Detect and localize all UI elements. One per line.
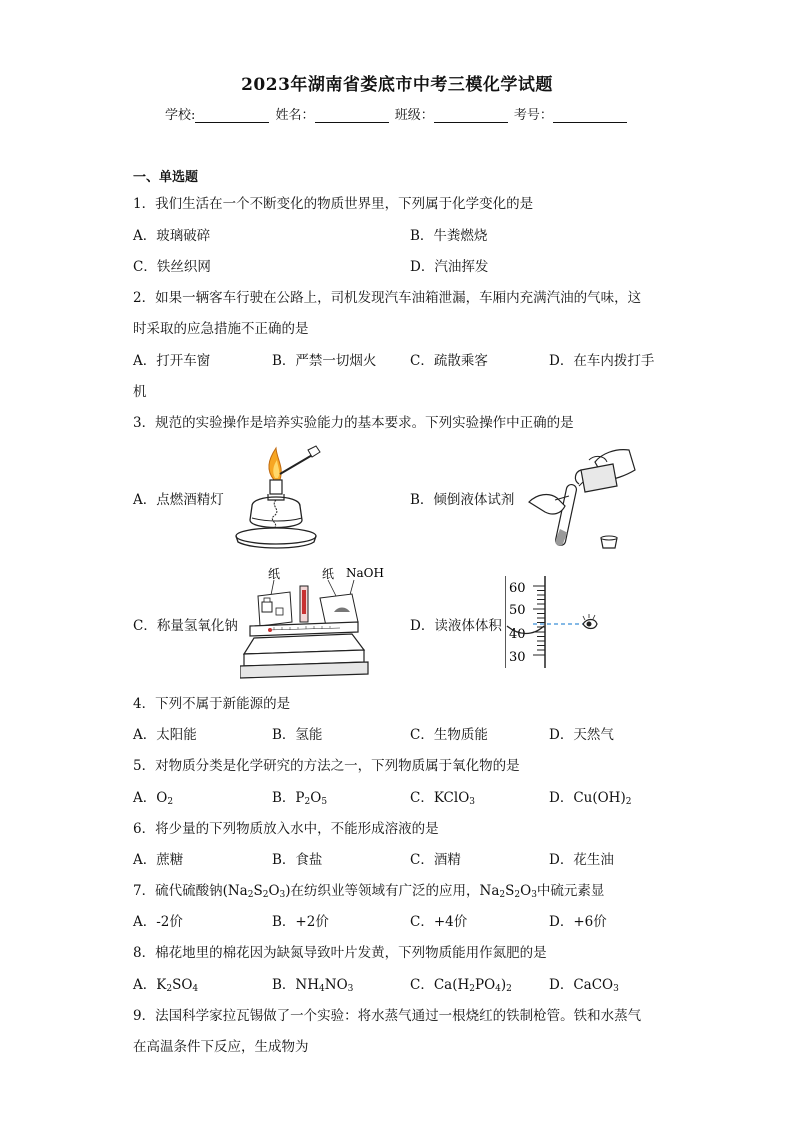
q3-option-b: B．倾倒液体试剂 [410,492,515,508]
q2-option-c: C．疏散乘客 [410,353,488,369]
cylinder-mark-50: 50 [509,603,526,618]
student-info-line [165,104,629,123]
q6-option-d: D．花生油 [549,852,614,868]
number-blank [553,109,627,123]
question-2-stem-line2: 时采取的应急措施不正确的是 [133,321,309,337]
q2-option-d: D．在车内拨打手 [549,353,655,369]
alcohol-lamp-figure [222,440,332,550]
question-9-stem-line1: 9．法国科学家拉瓦锡做了一个实验：将水蒸气通过一根烧红的铁制枪管。铁和水蒸气 [133,1008,642,1024]
class-label: 班级： [394,108,434,123]
class-blank [434,109,508,123]
cylinder-mark-30: 30 [509,650,526,665]
balance-paper-left-label: 纸 [268,567,281,581]
cylinder-mark-60: 60 [509,581,526,596]
q7-option-a: A．-2价 [133,914,183,930]
q4-option-d: D．天然气 [549,727,614,743]
q8-option-b: B．$NH_4NO_3$ [272,977,354,994]
school-label: 学校: [165,108,196,123]
question-5-stem: 5．对物质分类是化学研究的方法之一，下列物质属于氧化物的是 [133,758,520,774]
question-4-stem: 4．下列不属于新能源的是 [133,696,291,712]
name-label: 姓名： [275,108,315,123]
question-9-stem-line2: 在高温条件下反应，生成物为 [133,1039,309,1055]
q3-option-a: A．点燃酒精灯 [133,492,224,508]
q7-option-d: D．+6价 [549,914,607,930]
q6-option-c: C．酒精 [410,852,461,868]
name-blank [315,109,389,123]
graduated-cylinder-figure [505,576,609,668]
q2-option-d-continued: 机 [133,384,147,400]
q5-option-d: D．$Cu(OH)_2$ [549,790,632,807]
question-3-stem: 3．规范的实验操作是培养实验能力的基本要求。下列实验操作中正确的是 [133,415,574,431]
question-2-stem-line1: 2．如果一辆客车行驶在公路上，司机发现汽车油箱泄漏，车厢内充满汽油的气味，这 [133,290,642,306]
q5-option-a: A．$O_2$ [133,790,174,807]
question-6-stem: 6．将少量的下列物质放入水中，不能形成溶液的是 [133,821,439,837]
q7-option-b: B．+2价 [272,914,329,930]
question-7-stem: 7．硫代硫酸钠$(Na_2S_2O_3)$在纺织业等领域有广泛的应用，$Na_2S_2O_3$中硫元素显 [133,883,605,900]
q5-option-b: B．$P_2O_5$ [272,790,328,807]
q4-option-c: C．生物质能 [410,727,488,743]
q8-option-a: A．$K_2SO_4$ [133,977,199,994]
q6-option-a: A．蔗糖 [133,852,184,868]
q1-option-d: D．汽油挥发 [410,259,489,275]
q7-option-c: C．+4价 [410,914,468,930]
q2-option-b: B．严禁一切烟火 [272,353,377,369]
q1-option-b: B．牛粪燃烧 [410,228,488,244]
q3-option-d: D．读液体体积 [410,618,502,634]
school-blank [195,109,269,123]
section-heading: 一、单选题 [133,170,199,185]
question-1-stem: 1．我们生活在一个不断变化的物质世界里，下列属于化学变化的是 [133,196,534,212]
page-title: 2023年湖南省娄底市中考三模化学试题 [241,75,553,95]
q3-option-c: C．称量氢氧化钠 [133,618,238,634]
q2-option-a: A．打开车窗 [133,353,211,369]
balance-naoh-label: NaOH [346,566,384,580]
number-label: 考号： [513,108,553,123]
cylinder-mark-40: 40 [509,627,526,642]
q6-option-b: B．食盐 [272,852,323,868]
q4-option-a: A．太阳能 [133,727,197,743]
balance-figure [240,566,390,680]
q5-option-c: C．KClO$_3$ [410,790,476,807]
q1-option-a: A．玻璃破碎 [133,228,211,244]
q8-option-d: D．CaCO$_3$ [549,977,619,994]
pouring-liquid-figure [525,440,645,552]
q8-option-c: C．$Ca(H_2PO_4)_2$ [410,977,512,994]
q4-option-b: B．氢能 [272,727,323,743]
balance-paper-right-label: 纸 [322,567,335,581]
q1-option-c: C．铁丝织网 [133,259,211,275]
question-8-stem: 8．棉花地里的棉花因为缺氮导致叶片发黄，下列物质能用作氮肥的是 [133,945,547,961]
